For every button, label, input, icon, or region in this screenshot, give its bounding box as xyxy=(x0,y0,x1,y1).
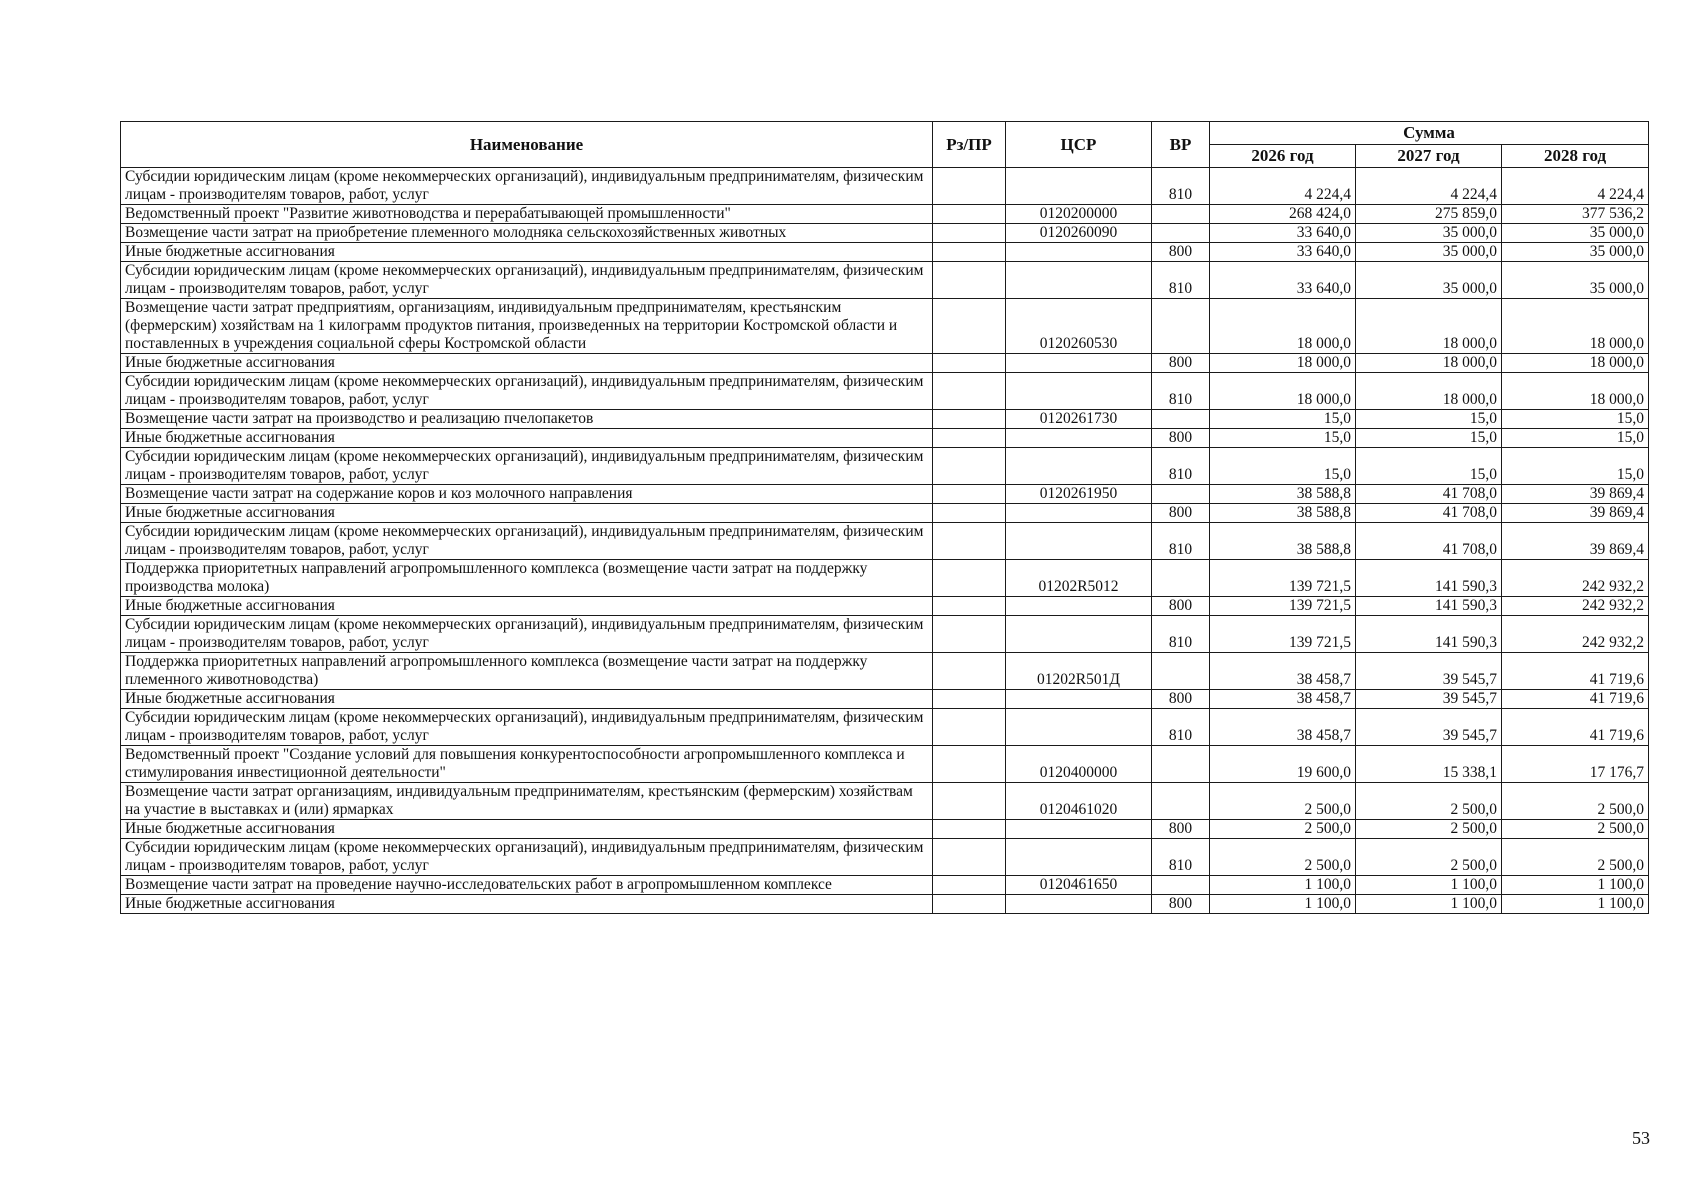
cell-2028: 35 000,0 xyxy=(1502,262,1649,299)
table-row xyxy=(121,205,1649,224)
cell-2027: 39 545,7 xyxy=(1356,653,1502,690)
cell-name: Поддержка приоритетных направлений агропромышленного комплекса (возмещение части затрат на поддержку производства молока) xyxy=(121,560,933,597)
cell-rz-pr xyxy=(933,616,1006,653)
cell-2028: 4 224,4 xyxy=(1502,168,1649,205)
cell-2028: 17 176,7 xyxy=(1502,746,1649,783)
cell-vr: 810 xyxy=(1152,373,1210,410)
table-row xyxy=(121,876,1649,895)
cell-2027: 141 590,3 xyxy=(1356,560,1502,597)
cell-vr: 800 xyxy=(1152,820,1210,839)
table-row xyxy=(121,783,1649,820)
cell-csr: 0120261730 xyxy=(1006,410,1152,429)
cell-csr: 0120461020 xyxy=(1006,783,1152,820)
cell-2026: 38 588,8 xyxy=(1210,504,1356,523)
cell-vr xyxy=(1152,746,1210,783)
cell-name: Возмещение части затрат на проведение научно-исследовательских работ в агропромышленном комплексе xyxy=(121,876,933,895)
cell-rz-pr xyxy=(933,373,1006,410)
table-row xyxy=(121,373,1649,410)
table-row xyxy=(121,523,1649,560)
cell-vr xyxy=(1152,299,1210,354)
cell-name: Иные бюджетные ассигнования xyxy=(121,690,933,709)
cell-csr xyxy=(1006,616,1152,653)
cell-vr: 810 xyxy=(1152,616,1210,653)
cell-rz-pr xyxy=(933,262,1006,299)
cell-2027: 39 545,7 xyxy=(1356,709,1502,746)
table-row xyxy=(121,709,1649,746)
table-row xyxy=(121,653,1649,690)
cell-vr: 810 xyxy=(1152,262,1210,299)
cell-csr xyxy=(1006,709,1152,746)
cell-name: Поддержка приоритетных направлений агропромышленного комплекса (возмещение части затрат на поддержку племенного животноводства) xyxy=(121,653,933,690)
cell-2026: 18 000,0 xyxy=(1210,354,1356,373)
table-row xyxy=(121,560,1649,597)
cell-vr xyxy=(1152,876,1210,895)
cell-rz-pr xyxy=(933,820,1006,839)
cell-2027: 15,0 xyxy=(1356,448,1502,485)
cell-2027: 18 000,0 xyxy=(1356,354,1502,373)
cell-name: Ведомственный проект "Развитие животноводства и перерабатывающей промышленности" xyxy=(121,205,933,224)
cell-2026: 15,0 xyxy=(1210,448,1356,485)
cell-vr: 810 xyxy=(1152,709,1210,746)
cell-csr xyxy=(1006,523,1152,560)
cell-2026: 38 588,8 xyxy=(1210,485,1356,504)
cell-2027: 15,0 xyxy=(1356,429,1502,448)
cell-csr: 01202R501Д xyxy=(1006,653,1152,690)
cell-vr: 800 xyxy=(1152,243,1210,262)
cell-name: Возмещение части затрат на содержание коров и коз молочного направления xyxy=(121,485,933,504)
cell-2026: 139 721,5 xyxy=(1210,560,1356,597)
cell-2028: 2 500,0 xyxy=(1502,839,1649,876)
cell-name: Иные бюджетные ассигнования xyxy=(121,354,933,373)
cell-2027: 15,0 xyxy=(1356,410,1502,429)
cell-vr xyxy=(1152,653,1210,690)
cell-2026: 38 458,7 xyxy=(1210,653,1356,690)
cell-2028: 2 500,0 xyxy=(1502,783,1649,820)
cell-name: Иные бюджетные ассигнования xyxy=(121,243,933,262)
table-row xyxy=(121,168,1649,205)
cell-2026: 33 640,0 xyxy=(1210,262,1356,299)
cell-2027: 2 500,0 xyxy=(1356,783,1502,820)
cell-csr xyxy=(1006,820,1152,839)
cell-vr: 800 xyxy=(1152,354,1210,373)
table-row xyxy=(121,820,1649,839)
cell-2028: 18 000,0 xyxy=(1502,299,1649,354)
cell-vr xyxy=(1152,410,1210,429)
cell-rz-pr xyxy=(933,205,1006,224)
cell-vr: 810 xyxy=(1152,168,1210,205)
cell-2026: 33 640,0 xyxy=(1210,243,1356,262)
cell-2028: 15,0 xyxy=(1502,410,1649,429)
cell-csr xyxy=(1006,168,1152,205)
cell-2026: 19 600,0 xyxy=(1210,746,1356,783)
cell-2027: 35 000,0 xyxy=(1356,243,1502,262)
cell-rz-pr xyxy=(933,485,1006,504)
cell-2026: 18 000,0 xyxy=(1210,299,1356,354)
cell-2027: 141 590,3 xyxy=(1356,597,1502,616)
table-row xyxy=(121,616,1649,653)
cell-vr xyxy=(1152,205,1210,224)
table-row xyxy=(121,299,1649,354)
cell-2028: 1 100,0 xyxy=(1502,895,1649,914)
cell-2028: 41 719,6 xyxy=(1502,653,1649,690)
cell-2026: 1 100,0 xyxy=(1210,876,1356,895)
cell-2028: 39 869,4 xyxy=(1502,504,1649,523)
header-vr: ВР xyxy=(1152,122,1210,168)
cell-rz-pr xyxy=(933,709,1006,746)
cell-rz-pr xyxy=(933,560,1006,597)
cell-vr: 810 xyxy=(1152,839,1210,876)
header-year-2026: 2026 год xyxy=(1210,145,1356,168)
cell-2028: 39 869,4 xyxy=(1502,485,1649,504)
cell-csr xyxy=(1006,373,1152,410)
cell-2027: 41 708,0 xyxy=(1356,485,1502,504)
cell-csr: 0120261950 xyxy=(1006,485,1152,504)
table-row xyxy=(121,690,1649,709)
cell-2027: 2 500,0 xyxy=(1356,839,1502,876)
header-year-2027: 2027 год xyxy=(1356,145,1502,168)
cell-csr xyxy=(1006,895,1152,914)
cell-csr xyxy=(1006,690,1152,709)
cell-2026: 15,0 xyxy=(1210,410,1356,429)
cell-2027: 18 000,0 xyxy=(1356,373,1502,410)
cell-rz-pr xyxy=(933,783,1006,820)
cell-2028: 377 536,2 xyxy=(1502,205,1649,224)
cell-name: Субсидии юридическим лицам (кроме некоммерческих организаций), индивидуальным предпринимателям, физическим лицам - производителям товаров, работ, услуг xyxy=(121,373,933,410)
table-row xyxy=(121,895,1649,914)
cell-2028: 41 719,6 xyxy=(1502,690,1649,709)
cell-rz-pr xyxy=(933,504,1006,523)
table-body xyxy=(121,168,1649,914)
table-row xyxy=(121,410,1649,429)
table-row xyxy=(121,262,1649,299)
cell-2028: 39 869,4 xyxy=(1502,523,1649,560)
cell-2027: 2 500,0 xyxy=(1356,820,1502,839)
cell-name: Субсидии юридическим лицам (кроме некоммерческих организаций), индивидуальным предпринимателям, физическим лицам - производителям товаров, работ, услуг xyxy=(121,709,933,746)
cell-csr: 0120260530 xyxy=(1006,299,1152,354)
cell-vr xyxy=(1152,485,1210,504)
cell-name: Иные бюджетные ассигнования xyxy=(121,895,933,914)
header-sum: Сумма xyxy=(1210,122,1649,145)
cell-rz-pr xyxy=(933,839,1006,876)
table-row xyxy=(121,224,1649,243)
cell-2028: 1 100,0 xyxy=(1502,876,1649,895)
table-row xyxy=(121,448,1649,485)
header-rz-pr: Рз/ПР xyxy=(933,122,1006,168)
table-row xyxy=(121,746,1649,783)
cell-csr xyxy=(1006,354,1152,373)
cell-2026: 2 500,0 xyxy=(1210,820,1356,839)
cell-2027: 39 545,7 xyxy=(1356,690,1502,709)
cell-2026: 18 000,0 xyxy=(1210,373,1356,410)
cell-rz-pr xyxy=(933,299,1006,354)
cell-name: Иные бюджетные ассигнования xyxy=(121,504,933,523)
table-row xyxy=(121,429,1649,448)
cell-2026: 38 588,8 xyxy=(1210,523,1356,560)
cell-vr: 800 xyxy=(1152,429,1210,448)
cell-name: Возмещение части затрат на приобретение племенного молодняка сельскохозяйственных животных xyxy=(121,224,933,243)
cell-2028: 2 500,0 xyxy=(1502,820,1649,839)
cell-rz-pr xyxy=(933,168,1006,205)
table-row xyxy=(121,243,1649,262)
cell-name: Ведомственный проект "Создание условий для повышения конкурентоспособности агропромышленного комплекса и стимулирования инвестиционной деятельности" xyxy=(121,746,933,783)
table-header xyxy=(121,122,1649,168)
cell-csr: 01202R5012 xyxy=(1006,560,1152,597)
cell-2027: 141 590,3 xyxy=(1356,616,1502,653)
cell-name: Субсидии юридическим лицам (кроме некоммерческих организаций), индивидуальным предпринимателям, физическим лицам - производителям товаров, работ, услуг xyxy=(121,839,933,876)
cell-2028: 18 000,0 xyxy=(1502,373,1649,410)
cell-2027: 1 100,0 xyxy=(1356,895,1502,914)
cell-rz-pr xyxy=(933,448,1006,485)
cell-rz-pr xyxy=(933,653,1006,690)
cell-vr: 810 xyxy=(1152,523,1210,560)
cell-vr: 800 xyxy=(1152,895,1210,914)
cell-vr: 810 xyxy=(1152,448,1210,485)
cell-csr: 0120400000 xyxy=(1006,746,1152,783)
table-row xyxy=(121,504,1649,523)
cell-2026: 2 500,0 xyxy=(1210,783,1356,820)
cell-2028: 242 932,2 xyxy=(1502,616,1649,653)
cell-name: Возмещение части затрат организациям, индивидуальным предпринимателям, крестьянским (фермерским) хозяйствам на участие в выставках и (или) ярмарках xyxy=(121,783,933,820)
cell-2028: 18 000,0 xyxy=(1502,354,1649,373)
cell-rz-pr xyxy=(933,690,1006,709)
cell-2027: 4 224,4 xyxy=(1356,168,1502,205)
cell-vr xyxy=(1152,783,1210,820)
cell-2026: 33 640,0 xyxy=(1210,224,1356,243)
cell-name: Субсидии юридическим лицам (кроме некоммерческих организаций), индивидуальным предпринимателям, физическим лицам - производителям товаров, работ, услуг xyxy=(121,616,933,653)
cell-name: Субсидии юридическим лицам (кроме некоммерческих организаций), индивидуальным предпринимателям, физическим лицам - производителям товаров, работ, услуг xyxy=(121,523,933,560)
cell-2026: 4 224,4 xyxy=(1210,168,1356,205)
cell-name: Иные бюджетные ассигнования xyxy=(121,820,933,839)
cell-2026: 38 458,7 xyxy=(1210,709,1356,746)
cell-2028: 242 932,2 xyxy=(1502,560,1649,597)
cell-rz-pr xyxy=(933,243,1006,262)
cell-name: Возмещение части затрат предприятиям, организациям, индивидуальным предпринимателям, крестьянским (фермерским) хозяйствам на 1 килограмм продуктов питания, произведенных на территории Костромской области и поставленных в учреждения социальной сферы Костромской области xyxy=(121,299,933,354)
cell-rz-pr xyxy=(933,876,1006,895)
cell-csr xyxy=(1006,448,1152,485)
cell-vr xyxy=(1152,560,1210,597)
cell-csr xyxy=(1006,262,1152,299)
cell-rz-pr xyxy=(933,224,1006,243)
header-year-2028: 2028 год xyxy=(1502,145,1649,168)
header-name: Наименование xyxy=(121,122,933,168)
table-row xyxy=(121,354,1649,373)
cell-csr xyxy=(1006,504,1152,523)
cell-vr: 800 xyxy=(1152,690,1210,709)
cell-csr: 0120260090 xyxy=(1006,224,1152,243)
cell-2026: 268 424,0 xyxy=(1210,205,1356,224)
cell-2028: 35 000,0 xyxy=(1502,224,1649,243)
table-row xyxy=(121,597,1649,616)
cell-2026: 139 721,5 xyxy=(1210,597,1356,616)
cell-2027: 275 859,0 xyxy=(1356,205,1502,224)
cell-rz-pr xyxy=(933,597,1006,616)
cell-csr: 0120200000 xyxy=(1006,205,1152,224)
cell-rz-pr xyxy=(933,895,1006,914)
cell-name: Субсидии юридическим лицам (кроме некоммерческих организаций), индивидуальным предпринимателям, физическим лицам - производителям товаров, работ, услуг xyxy=(121,168,933,205)
cell-name: Субсидии юридическим лицам (кроме некоммерческих организаций), индивидуальным предпринимателям, физическим лицам - производителям товаров, работ, услуг xyxy=(121,448,933,485)
cell-2028: 35 000,0 xyxy=(1502,243,1649,262)
cell-csr xyxy=(1006,597,1152,616)
table-row xyxy=(121,485,1649,504)
cell-csr: 0120461650 xyxy=(1006,876,1152,895)
header-csr: ЦСР xyxy=(1006,122,1152,168)
table-row xyxy=(121,839,1649,876)
cell-rz-pr xyxy=(933,523,1006,560)
cell-2028: 15,0 xyxy=(1502,448,1649,485)
cell-rz-pr xyxy=(933,429,1006,448)
cell-2028: 242 932,2 xyxy=(1502,597,1649,616)
cell-2026: 1 100,0 xyxy=(1210,895,1356,914)
cell-rz-pr xyxy=(933,746,1006,783)
cell-vr: 800 xyxy=(1152,504,1210,523)
cell-name: Иные бюджетные ассигнования xyxy=(121,429,933,448)
cell-2027: 41 708,0 xyxy=(1356,504,1502,523)
cell-csr xyxy=(1006,429,1152,448)
cell-2027: 1 100,0 xyxy=(1356,876,1502,895)
cell-name: Возмещение части затрат на производство и реализацию пчелопакетов xyxy=(121,410,933,429)
cell-name: Иные бюджетные ассигнования xyxy=(121,597,933,616)
cell-2027: 35 000,0 xyxy=(1356,224,1502,243)
budget-table xyxy=(120,121,1649,914)
cell-2027: 18 000,0 xyxy=(1356,299,1502,354)
cell-2026: 38 458,7 xyxy=(1210,690,1356,709)
cell-csr xyxy=(1006,839,1152,876)
cell-2028: 41 719,6 xyxy=(1502,709,1649,746)
cell-rz-pr xyxy=(933,354,1006,373)
cell-2026: 15,0 xyxy=(1210,429,1356,448)
cell-2026: 2 500,0 xyxy=(1210,839,1356,876)
cell-name: Субсидии юридическим лицам (кроме некоммерческих организаций), индивидуальным предпринимателям, физическим лицам - производителям товаров, работ, услуг xyxy=(121,262,933,299)
cell-vr xyxy=(1152,224,1210,243)
cell-2027: 41 708,0 xyxy=(1356,523,1502,560)
cell-2028: 15,0 xyxy=(1502,429,1649,448)
cell-2027: 35 000,0 xyxy=(1356,262,1502,299)
cell-2026: 139 721,5 xyxy=(1210,616,1356,653)
cell-rz-pr xyxy=(933,410,1006,429)
page-number: 53 xyxy=(1632,1128,1650,1148)
cell-csr xyxy=(1006,243,1152,262)
cell-vr: 800 xyxy=(1152,597,1210,616)
cell-2027: 15 338,1 xyxy=(1356,746,1502,783)
